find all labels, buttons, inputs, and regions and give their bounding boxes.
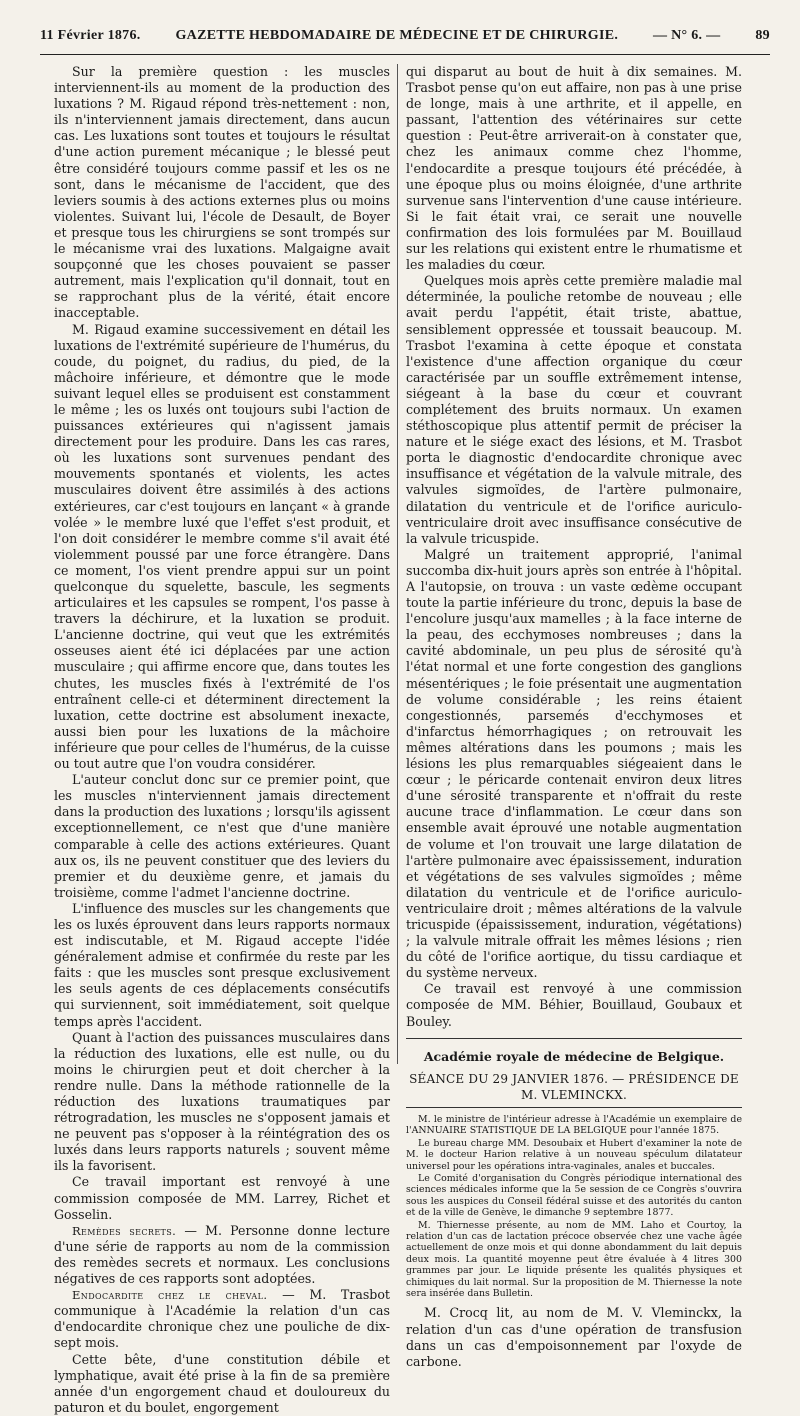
paragraph: L'influence des muscles sur les changements que les os luxés éprouvent dans leurs rapports normaux est indiscutable, et M. Rigaud accepte l'idée généralement admise et confirmée du reste par les faits : que les muscles sont presque exclusivement les seuls agents de ces déplacements consécutifs qui surviennent, soit immédiatement, soit quelque temps après l'accident. <box>54 900 390 1029</box>
paragraph: M. Crocq lit, au nom de M. V. Vleminckx, la relation d'un cas d'une opération de transfusion dans un cas d'empoisonnement par l'oxyde de carbone. <box>406 1305 742 1369</box>
run-in-heading: Remèdes secrets. <box>72 1223 177 1238</box>
paragraph-text: — M. Trasbot communique à l'Académie la relation d'un cas d'endocardite chronique chez une pouliche de dix-sept mois. <box>54 1287 390 1351</box>
note-item: M. le ministre de l'intérieur adresse à l'Académie un exemplaire de l'ANNUAIRE STATISTIQUE DE LA BELGIQUE pour l'année 1875. <box>406 1113 742 1137</box>
paragraph-remedes <box>54 1223 390 1287</box>
journal-title: GAZETTE HEBDOMADAIRE DE MÉDECINE ET DE CHIRURGIE. <box>175 28 619 43</box>
note-item: M. Thiernesse présente, au nom de MM. Laho et Courtoy, la relation d'un cas de lactation précoce observée chez une vache âgée actuellement de onze mois et qui donne abondamment du lait depuis deux mois. La quantité moyenne peut être évaluée à 4 litres 300 grammes par jour. Le liquide présente les qualités physiques et chimiques du lait normal. Sur la proposition de M. Thiernesse la note sera insérée dans Bulletin. <box>406 1219 742 1299</box>
note-item: Le bureau charge MM. Desoubaix et Hubert d'examiner la note de M. le docteur Harion relative à un nouveau spéculum dilatateur universel pour les opérations intra-vaginales, anales et buccales. <box>406 1137 742 1172</box>
paragraph: M. Rigaud examine successivement en détail les luxations de l'extrémité supérieure de l'humérus, du coude, du poignet, du radius, du pied, de la mâchoire inférieure, et démontre que le mode suivant lequel elles se produisent est constamment le même ; les os luxés ont toujours subi l'action de puissances extérieures qui n'agissent jamais directement pour les produire. Dans les cas rares, où les luxations sont survenues pendant des mouvements spontanés et violents, les actes musculaires doivent être assimilés à des actions extérieures, car c'est toujours en lançant « à grande volée » le membre luxé que l'effet s'est produit, et l'on doit considérer le membre comme s'il avait été violemment poussé par une force étrangère. Dans ce moment, l'os vient prendre appui sur un point quelconque du squelette, bascule, les segments articulaires et les capsules se rompent, l'os passe à travers la déchirure, et la luxation se produit. L'ancienne doctrine, qui veut que les extrémités osseuses aient été ici déplacées par une action musculaire ; qui affirme encore que, dans toutes les chutes, les muscles fixés à l'extrémité de l'os entraînent celle-ci et déterminent directement la luxation, cette doctrine est absolument inexacte, aussi bien pour les luxations de la mâchoire inférieure que pour celles de l'humérus, de la cuisse ou tout autre que l'on voudra considérer. <box>54 321 390 772</box>
paragraph: Cette bête, d'une constitution débile et lymphatique, avait été prise à la fin de sa première année d'un engorgement chaud et douloureux du paturon et du boulet, engorgement <box>54 1351 390 1415</box>
paragraph: Quelques mois après cette première maladie mal déterminée, la pouliche retombe de nouveau ; elle avait perdu l'appétit, était triste, abattue, sensiblement oppressée et toussait beaucoup. M. Trasbot l'examina à cette époque et constata l'existence d'une affection organique du cœur caractérisée par un souffle extrêmement intense, siégeant à la base du cœur et couvrant complétement des bruits normaux. Un examen stéthoscopique plus attentif permit de préciser la nature et le siége exact des lésions, et M. Trasbot porta le diagnostic d'endocardite chronique avec insuffisance et végétation de la valvule mitrale, des valvules sigmoïdes, de l'artère pulmonaire, dilatation du ventricule et de l'orifice auriculo-ventriculaire droit avec insuffisance consécutive de la valvule tricuspide. <box>406 273 742 546</box>
running-header <box>40 28 770 55</box>
column-divider <box>397 64 398 1064</box>
run-in-heading: Endocardite chez le cheval. <box>72 1288 268 1303</box>
paragraph: Quant à l'action des puissances musculaires dans la réduction des luxations, elle est nulle, ou du moins le chirurgien peut et doit chercher à la rendre nulle. Dans la méthode rationnelle de la réduction des luxations traumatiques par rétrogradation, les muscles ne s'opposent jamais et ne peuvent pas s'opposer à la réintégration des os luxés dans leurs rapports naturels ; souvent même ils la favorisent. <box>54 1029 390 1174</box>
issue-date: 11 Février 1876. <box>40 28 141 43</box>
section-divider <box>406 1038 742 1039</box>
left-column <box>54 64 390 1416</box>
right-column <box>406 64 742 1370</box>
paragraph: qui disparut au bout de huit à dix semaines. M. Trasbot pense qu'on eut affaire, non pas à une prise de longe, mais à une arthrite, et il appelle, en passant, l'attention des vétérinaires sur cette question : Peut-être arriverait-on à constater que, chez les animaux comme chez l'homme, l'endocardite a presque toujours été précédée, à une époque plus ou moins éloignée, d'une arthrite survenue sans l'intervention d'une cause intérieure. Si le fait était vrai, ce serait une nouvelle confirmation des lois formulées par M. Bouillaud sur les relations qui existent entre le rhumatisme et les maladies du cœur. <box>406 64 742 273</box>
session-notes <box>406 1114 742 1300</box>
note-item: Le Comité d'organisation du Congrès périodique international des sciences médicales informe que la 5e session de ce Congrès s'ouvrira sous les auspices du Conseil fédéral suisse et des autorités du canton et de la ville de Genève, le dimanche 9 septembre 1877. <box>406 1172 742 1219</box>
paragraph: Sur la première question : les muscles interviennent-ils au moment de la production des luxations ? M. Rigaud répond très-nettement : non, ils n'interviennent jamais directement, dans aucun cas. Les luxations sont toutes et toujours le résultat d'une action purement mécanique ; le blessé peut être considéré toujours comme passif et les os ne sont, dans le mécanisme de l'accident, que des leviers soumis à des actions externes plus ou moins violentes. Suivant lui, l'école de Desault, de Boyer et presque tous les chirurgiens se sont trompés sur le mécanisme vrai des luxations. Malgaigne avait soupçonné que les choses pouvaient se passer autrement, mais l'explication qu'il donnait, tout en se rapprochant plus de la vérité, était encore inacceptable. <box>54 64 390 321</box>
section-heading: Académie royale de médecine de Belgique. <box>423 1048 725 1064</box>
paragraph: L'auteur conclut donc sur ce premier point, que les muscles n'interviennent jamais directement dans la production des luxations ; lorsqu'ils agissent exceptionnellement, ce n'est que d'une manière comparable à celle des actions extérieures. Quant aux os, ils ne peuvent constituer que des leviers du premier et du deuxième genre, et jamais du troisième, comme l'admet l'ancienne doctrine. <box>54 772 390 900</box>
paragraph-text: — M. Personne donne lecture d'une série de rapports au nom de la commission des remèdes secrets et normaux. Les conclusions négatives de ces rapports sont adoptées. <box>54 1222 390 1287</box>
paragraph: Ce travail important est renvoyé à une commission composée de MM. Larrey, Richet et Gosselin. <box>54 1174 390 1222</box>
issue-number: — N° 6. — <box>653 28 721 43</box>
paragraph-endocardite <box>54 1287 390 1351</box>
paragraph: Ce travail est renvoyé à une commission composée de MM. Béhier, Bouillaud, Goubaux et Bouley. <box>406 981 742 1029</box>
session-line: SÉANCE DU 29 JANVIER 1876. — PRÉSIDENCE DE M. VLEMINCKX. <box>406 1071 742 1108</box>
paragraph: Malgré un traitement approprié, l'animal succomba dix-huit jours après son entrée à l'hôpital. A l'autopsie, on trouva : un vaste œdème occupant toute la partie inférieure du tronc, depuis la base de l'encolure jusqu'aux mamelles ; à la face interne de la peau, des ecchymoses nombreuses ; dans la cavité abdominale, un peu plus de sérosité qu'à l'état normal et une forte congestion des ganglions mésentériques ; le foie présentait une augmentation de volume considérable ; les reins étaient congestionnés, parsemés d'ecchymoses et d'infarctus hémorrhagiques ; on retrouvait les mêmes altérations dans les poumons ; mais les lésions les plus remarquables siégeaient dans le cœur ; le péricarde contenait environ deux litres d'une sérosité transparente et n'offrait du reste aucune trace d'inflammation. Le cœur dans son ensemble avait éprouvé une notable augmentation de volume et l'on trouvait une large dilatation de l'artère pulmonaire avec épaississement, induration et végétations de ses valvules sigmoïdes ; même dilatation du ventricule et de l'orifice auriculo-ventriculaire droit ; mêmes altérations de la valvule tricuspide (épaississement, induration, végétations) ; la valvule mitrale offrait les mêmes lésions ; rien du côté de l'orifice aortique, du tissu cardiaque et du système nerveux. <box>406 546 742 981</box>
page-number: 89 <box>755 28 770 43</box>
